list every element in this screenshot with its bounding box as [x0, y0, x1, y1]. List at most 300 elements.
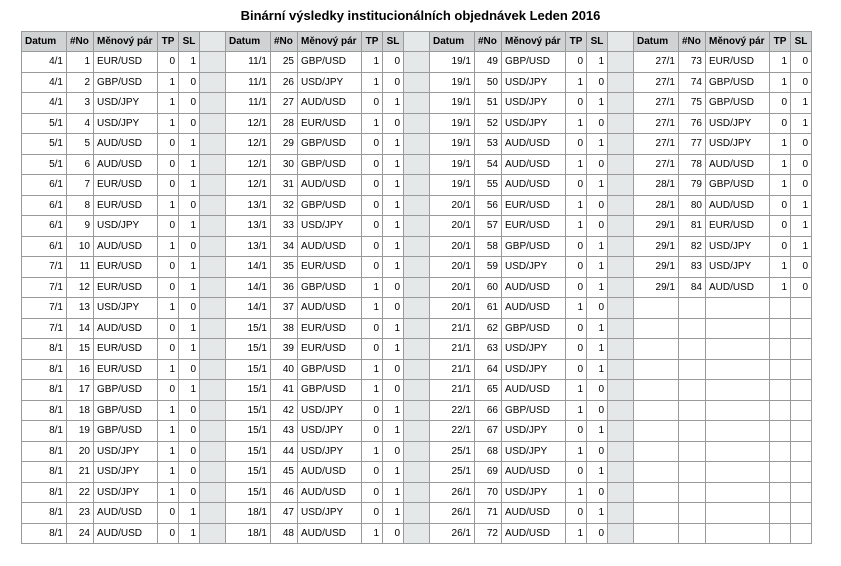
- cell-sl: 0: [179, 93, 200, 114]
- table-row: [22, 441, 812, 462]
- cell-date: 15/1: [226, 441, 271, 462]
- cell-no: [679, 482, 706, 503]
- cell-tp: 1: [362, 277, 383, 298]
- cell-date: 8/1: [22, 523, 67, 544]
- table-row: [22, 93, 812, 114]
- cell-pair: GBP/USD: [502, 400, 566, 421]
- cell-no: 43: [271, 421, 298, 442]
- group-spacer: [608, 93, 634, 114]
- cell-date: [634, 503, 679, 524]
- table-row: [22, 195, 812, 216]
- table-row: [22, 462, 812, 483]
- cell-no: 17: [67, 380, 94, 401]
- cell-sl: 0: [791, 277, 812, 298]
- cell-date: 5/1: [22, 134, 67, 155]
- cell-sl: 0: [179, 195, 200, 216]
- cell-no: 60: [475, 277, 502, 298]
- cell-sl: 1: [383, 421, 404, 442]
- cell-pair: AUD/USD: [706, 154, 770, 175]
- group-spacer: [404, 154, 430, 175]
- cell-no: 71: [475, 503, 502, 524]
- cell-no: [679, 339, 706, 360]
- cell-sl: [791, 503, 812, 524]
- group-spacer: [404, 318, 430, 339]
- cell-pair: GBP/USD: [706, 93, 770, 114]
- cell-tp: 1: [566, 216, 587, 237]
- cell-tp: 0: [158, 339, 179, 360]
- cell-pair: USD/JPY: [94, 441, 158, 462]
- group-spacer: [404, 339, 430, 360]
- cell-no: 5: [67, 134, 94, 155]
- group-spacer: [608, 380, 634, 401]
- cell-no: 79: [679, 175, 706, 196]
- cell-tp: 1: [566, 195, 587, 216]
- cell-date: 15/1: [226, 482, 271, 503]
- cell-tp: 1: [566, 154, 587, 175]
- group-spacer: [608, 277, 634, 298]
- cell-date: 6/1: [22, 175, 67, 196]
- cell-date: 28/1: [634, 175, 679, 196]
- cell-tp: 0: [566, 503, 587, 524]
- group-spacer: [608, 195, 634, 216]
- group-spacer: [404, 523, 430, 544]
- table-row: [22, 154, 812, 175]
- cell-sl: 0: [791, 134, 812, 155]
- cell-date: 14/1: [226, 277, 271, 298]
- group-spacer: [200, 339, 226, 360]
- group-spacer: [200, 93, 226, 114]
- table-row: [22, 339, 812, 360]
- cell-tp: 1: [158, 298, 179, 319]
- cell-no: [679, 441, 706, 462]
- cell-pair: GBP/USD: [94, 400, 158, 421]
- cell-sl: 0: [791, 257, 812, 278]
- cell-tp: 0: [770, 113, 791, 134]
- cell-no: 84: [679, 277, 706, 298]
- cell-no: 83: [679, 257, 706, 278]
- cell-pair: EUR/USD: [298, 318, 362, 339]
- table-row: [22, 134, 812, 155]
- cell-date: 22/1: [430, 400, 475, 421]
- cell-sl: 1: [383, 462, 404, 483]
- group-spacer: [404, 380, 430, 401]
- cell-sl: 1: [383, 175, 404, 196]
- cell-tp: 1: [158, 441, 179, 462]
- cell-sl: 1: [179, 257, 200, 278]
- cell-tp: 1: [158, 400, 179, 421]
- cell-date: 8/1: [22, 421, 67, 442]
- cell-sl: 0: [587, 298, 608, 319]
- cell-date: 25/1: [430, 462, 475, 483]
- cell-pair: USD/JPY: [502, 482, 566, 503]
- cell-date: [634, 380, 679, 401]
- header-pair: Měnový pár: [298, 32, 362, 52]
- cell-no: 74: [679, 72, 706, 93]
- table-row: [22, 257, 812, 278]
- group-spacer: [200, 277, 226, 298]
- cell-sl: 1: [179, 523, 200, 544]
- cell-pair: GBP/USD: [706, 175, 770, 196]
- cell-sl: 1: [179, 380, 200, 401]
- cell-pair: USD/JPY: [502, 339, 566, 360]
- cell-sl: 0: [587, 482, 608, 503]
- cell-sl: 1: [587, 175, 608, 196]
- cell-sl: 0: [179, 113, 200, 134]
- cell-pair: GBP/USD: [298, 380, 362, 401]
- cell-date: 20/1: [430, 277, 475, 298]
- cell-sl: 1: [587, 462, 608, 483]
- cell-tp: 0: [158, 380, 179, 401]
- cell-pair: AUD/USD: [298, 462, 362, 483]
- cell-no: [679, 421, 706, 442]
- cell-tp: 0: [362, 195, 383, 216]
- group-spacer: [608, 216, 634, 237]
- cell-sl: 1: [587, 359, 608, 380]
- group-spacer: [200, 503, 226, 524]
- cell-pair: AUD/USD: [298, 298, 362, 319]
- cell-date: [634, 441, 679, 462]
- cell-sl: 0: [587, 154, 608, 175]
- cell-sl: [791, 318, 812, 339]
- cell-no: 75: [679, 93, 706, 114]
- cell-tp: 1: [770, 134, 791, 155]
- group-spacer: [200, 52, 226, 73]
- cell-no: 35: [271, 257, 298, 278]
- cell-pair: EUR/USD: [94, 359, 158, 380]
- group-spacer: [200, 175, 226, 196]
- group-spacer: [404, 175, 430, 196]
- cell-date: 15/1: [226, 400, 271, 421]
- cell-pair: [706, 503, 770, 524]
- cell-sl: 0: [587, 72, 608, 93]
- cell-tp: 0: [566, 421, 587, 442]
- cell-tp: 1: [566, 72, 587, 93]
- cell-pair: [706, 318, 770, 339]
- cell-sl: 0: [587, 441, 608, 462]
- cell-sl: 1: [179, 175, 200, 196]
- cell-tp: 0: [158, 154, 179, 175]
- cell-no: 40: [271, 359, 298, 380]
- page-title: Binární výsledky institucionálních objednávek Leden 2016: [240, 8, 601, 23]
- cell-date: 11/1: [226, 72, 271, 93]
- cell-tp: 0: [566, 134, 587, 155]
- group-spacer: [608, 523, 634, 544]
- cell-no: 1: [67, 52, 94, 73]
- cell-no: [679, 380, 706, 401]
- cell-pair: USD/JPY: [502, 441, 566, 462]
- cell-tp: 1: [362, 380, 383, 401]
- cell-pair: GBP/USD: [502, 52, 566, 73]
- cell-tp: 1: [158, 359, 179, 380]
- cell-pair: EUR/USD: [706, 52, 770, 73]
- cell-date: [634, 482, 679, 503]
- cell-tp: 0: [566, 462, 587, 483]
- group-spacer: [200, 216, 226, 237]
- group-spacer: [200, 462, 226, 483]
- group-spacer: [404, 277, 430, 298]
- cell-pair: [706, 339, 770, 360]
- cell-date: 7/1: [22, 277, 67, 298]
- group-spacer: [608, 318, 634, 339]
- cell-no: 46: [271, 482, 298, 503]
- cell-no: 23: [67, 503, 94, 524]
- cell-sl: 1: [587, 257, 608, 278]
- cell-pair: GBP/USD: [298, 195, 362, 216]
- cell-sl: 1: [179, 503, 200, 524]
- cell-sl: 1: [383, 257, 404, 278]
- cell-tp: [770, 359, 791, 380]
- group-spacer: [200, 32, 226, 52]
- group-spacer: [608, 32, 634, 52]
- cell-tp: [770, 298, 791, 319]
- cell-tp: 0: [158, 523, 179, 544]
- cell-sl: [791, 359, 812, 380]
- cell-date: 8/1: [22, 503, 67, 524]
- cell-date: 19/1: [430, 72, 475, 93]
- cell-tp: [770, 503, 791, 524]
- header-sl: SL: [791, 32, 812, 52]
- cell-sl: 0: [383, 113, 404, 134]
- group-spacer: [404, 72, 430, 93]
- cell-no: 27: [271, 93, 298, 114]
- cell-tp: 1: [158, 72, 179, 93]
- cell-pair: EUR/USD: [298, 113, 362, 134]
- group-spacer: [404, 195, 430, 216]
- cell-tp: 0: [566, 339, 587, 360]
- group-spacer: [608, 154, 634, 175]
- cell-date: [634, 462, 679, 483]
- table-row: [22, 503, 812, 524]
- group-spacer: [608, 298, 634, 319]
- cell-pair: GBP/USD: [94, 421, 158, 442]
- group-spacer: [608, 400, 634, 421]
- group-spacer: [404, 298, 430, 319]
- group-spacer: [608, 503, 634, 524]
- cell-tp: 0: [362, 482, 383, 503]
- cell-sl: 1: [791, 216, 812, 237]
- table-row: [22, 421, 812, 442]
- cell-date: [634, 523, 679, 544]
- cell-tp: [770, 462, 791, 483]
- cell-pair: AUD/USD: [94, 154, 158, 175]
- cell-date: 8/1: [22, 482, 67, 503]
- cell-pair: GBP/USD: [298, 359, 362, 380]
- cell-pair: [706, 421, 770, 442]
- cell-sl: 0: [791, 72, 812, 93]
- cell-date: 19/1: [430, 113, 475, 134]
- cell-pair: AUD/USD: [298, 175, 362, 196]
- table-row: [22, 523, 812, 544]
- cell-no: 62: [475, 318, 502, 339]
- cell-tp: [770, 318, 791, 339]
- cell-no: 54: [475, 154, 502, 175]
- group-spacer: [200, 482, 226, 503]
- cell-no: 80: [679, 195, 706, 216]
- cell-no: 78: [679, 154, 706, 175]
- group-spacer: [404, 216, 430, 237]
- group-spacer: [200, 441, 226, 462]
- cell-tp: 1: [566, 113, 587, 134]
- cell-pair: EUR/USD: [502, 195, 566, 216]
- cell-tp: 0: [770, 93, 791, 114]
- cell-tp: 0: [362, 93, 383, 114]
- cell-pair: GBP/USD: [298, 154, 362, 175]
- cell-pair: AUD/USD: [502, 462, 566, 483]
- cell-date: 28/1: [634, 195, 679, 216]
- cell-date: 20/1: [430, 195, 475, 216]
- cell-tp: 1: [770, 52, 791, 73]
- group-spacer: [404, 113, 430, 134]
- group-spacer: [608, 113, 634, 134]
- cell-tp: 0: [362, 339, 383, 360]
- cell-pair: USD/JPY: [298, 400, 362, 421]
- cell-no: 12: [67, 277, 94, 298]
- cell-no: 21: [67, 462, 94, 483]
- cell-date: 12/1: [226, 113, 271, 134]
- cell-no: 82: [679, 236, 706, 257]
- cell-no: 15: [67, 339, 94, 360]
- cell-date: 27/1: [634, 113, 679, 134]
- cell-date: 29/1: [634, 257, 679, 278]
- cell-no: 2: [67, 72, 94, 93]
- cell-sl: 1: [383, 400, 404, 421]
- cell-no: 6: [67, 154, 94, 175]
- header-date: Datum: [226, 32, 271, 52]
- cell-pair: EUR/USD: [298, 257, 362, 278]
- cell-pair: EUR/USD: [94, 195, 158, 216]
- cell-no: [679, 318, 706, 339]
- cell-sl: 1: [587, 93, 608, 114]
- cell-pair: USD/JPY: [94, 462, 158, 483]
- cell-no: 45: [271, 462, 298, 483]
- header-no: #No: [679, 32, 706, 52]
- cell-tp: 1: [158, 482, 179, 503]
- cell-sl: 0: [179, 421, 200, 442]
- cell-date: 12/1: [226, 134, 271, 155]
- cell-sl: [791, 462, 812, 483]
- group-spacer: [608, 482, 634, 503]
- cell-tp: 0: [362, 175, 383, 196]
- cell-date: 15/1: [226, 339, 271, 360]
- cell-tp: 1: [770, 175, 791, 196]
- group-spacer: [608, 72, 634, 93]
- cell-sl: 1: [587, 236, 608, 257]
- cell-date: 7/1: [22, 318, 67, 339]
- group-spacer: [404, 441, 430, 462]
- cell-date: 21/1: [430, 380, 475, 401]
- cell-sl: [791, 441, 812, 462]
- cell-no: 61: [475, 298, 502, 319]
- cell-date: [634, 318, 679, 339]
- cell-pair: [706, 523, 770, 544]
- cell-sl: [791, 339, 812, 360]
- group-spacer: [404, 93, 430, 114]
- cell-no: 10: [67, 236, 94, 257]
- header-pair: Měnový pár: [502, 32, 566, 52]
- cell-date: 19/1: [430, 154, 475, 175]
- cell-no: 59: [475, 257, 502, 278]
- cell-sl: 0: [383, 72, 404, 93]
- cell-date: 27/1: [634, 52, 679, 73]
- header-no: #No: [475, 32, 502, 52]
- cell-pair: [706, 298, 770, 319]
- group-spacer: [404, 503, 430, 524]
- group-spacer: [200, 236, 226, 257]
- cell-pair: GBP/USD: [502, 236, 566, 257]
- cell-no: 3: [67, 93, 94, 114]
- table-row: [22, 216, 812, 237]
- cell-tp: 0: [362, 154, 383, 175]
- cell-sl: 1: [179, 216, 200, 237]
- cell-pair: USD/JPY: [502, 257, 566, 278]
- cell-sl: 0: [179, 441, 200, 462]
- cell-tp: 1: [566, 400, 587, 421]
- cell-no: 57: [475, 216, 502, 237]
- cell-date: 19/1: [430, 175, 475, 196]
- cell-no: 33: [271, 216, 298, 237]
- cell-tp: 1: [566, 380, 587, 401]
- cell-tp: 1: [362, 359, 383, 380]
- group-spacer: [404, 400, 430, 421]
- cell-no: 18: [67, 400, 94, 421]
- cell-no: 25: [271, 52, 298, 73]
- cell-pair: USD/JPY: [502, 421, 566, 442]
- cell-tp: 1: [158, 113, 179, 134]
- cell-pair: AUD/USD: [298, 482, 362, 503]
- header-date: Datum: [430, 32, 475, 52]
- cell-sl: [791, 421, 812, 442]
- group-spacer: [404, 32, 430, 52]
- cell-no: 69: [475, 462, 502, 483]
- cell-no: 51: [475, 93, 502, 114]
- cell-date: 6/1: [22, 195, 67, 216]
- cell-tp: 0: [566, 236, 587, 257]
- cell-pair: EUR/USD: [94, 52, 158, 73]
- cell-date: [634, 359, 679, 380]
- cell-date: 13/1: [226, 236, 271, 257]
- cell-no: 81: [679, 216, 706, 237]
- cell-no: [679, 462, 706, 483]
- cell-sl: 1: [383, 216, 404, 237]
- group-spacer: [608, 339, 634, 360]
- cell-date: [634, 298, 679, 319]
- cell-sl: 0: [383, 277, 404, 298]
- cell-pair: AUD/USD: [502, 380, 566, 401]
- cell-tp: 0: [362, 462, 383, 483]
- cell-date: 8/1: [22, 339, 67, 360]
- cell-sl: 1: [383, 154, 404, 175]
- cell-date: 13/1: [226, 195, 271, 216]
- group-spacer: [608, 441, 634, 462]
- cell-tp: 1: [158, 93, 179, 114]
- cell-sl: 1: [179, 318, 200, 339]
- cell-pair: USD/JPY: [298, 503, 362, 524]
- cell-tp: 1: [770, 72, 791, 93]
- cell-pair: EUR/USD: [502, 216, 566, 237]
- cell-pair: EUR/USD: [94, 257, 158, 278]
- cell-no: [679, 359, 706, 380]
- cell-tp: 0: [158, 277, 179, 298]
- cell-sl: 0: [383, 380, 404, 401]
- group-spacer: [404, 236, 430, 257]
- group-spacer: [608, 257, 634, 278]
- cell-tp: 0: [770, 216, 791, 237]
- cell-no: 55: [475, 175, 502, 196]
- cell-date: 26/1: [430, 523, 475, 544]
- cell-tp: 0: [158, 216, 179, 237]
- cell-tp: 0: [566, 277, 587, 298]
- group-spacer: [200, 72, 226, 93]
